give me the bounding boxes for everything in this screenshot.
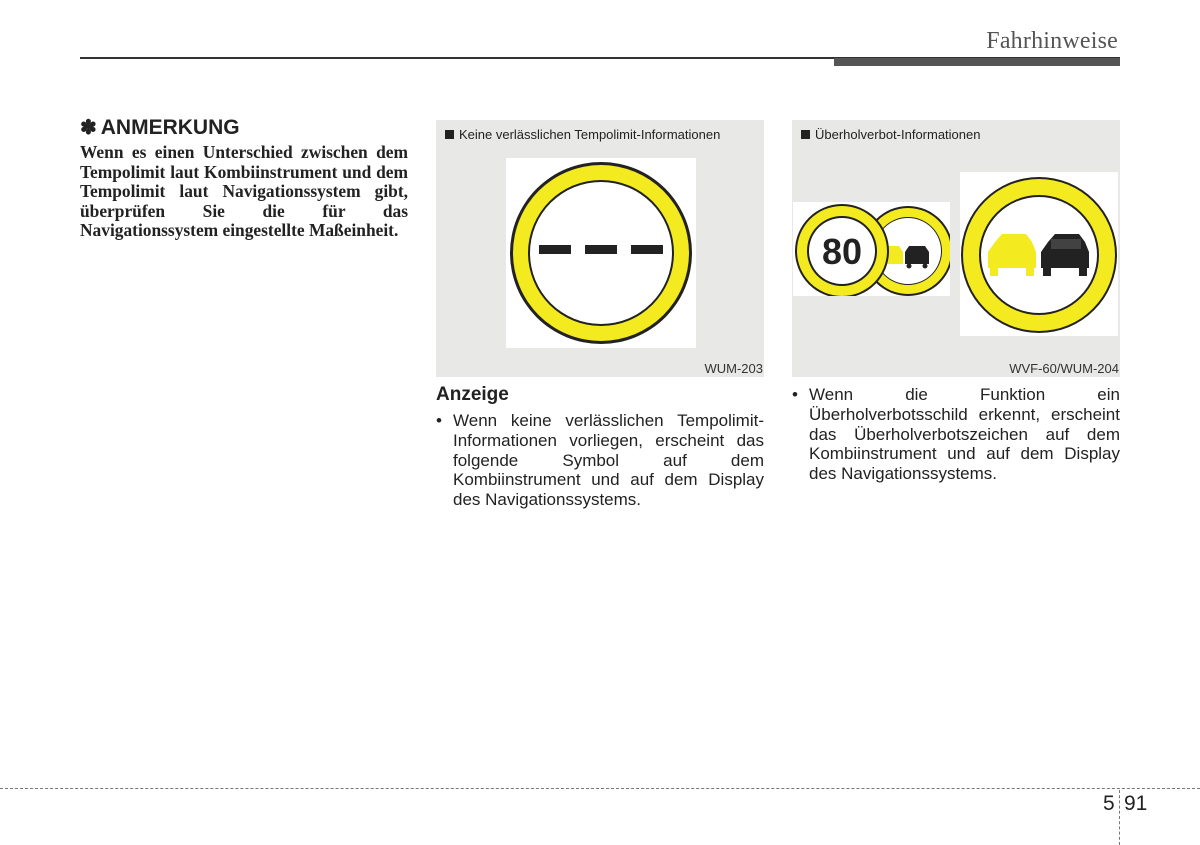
- figure-image-frame-small: [793, 202, 950, 296]
- figure-caption-text: Keine verlässlichen Tempolimit-Informationen: [459, 127, 721, 142]
- bullet-text: Wenn keine verlässlichen Tempolimit-Informationen vorliegen, erscheint das folgende Symbol auf dem Kombiinstrument und auf dem Display des Navigationssystems.: [453, 411, 764, 510]
- asterisk-icon: ✽: [80, 117, 97, 139]
- chapter-number: 5: [1103, 792, 1115, 815]
- bullet-dot: •: [436, 411, 442, 430]
- figure-code: WVF-60/WUM-204: [1009, 361, 1119, 376]
- header-accent-bar: [834, 58, 1120, 66]
- page-number: 91: [1124, 792, 1148, 815]
- footer-rule: [0, 788, 1200, 789]
- figure-code: WUM-203: [704, 361, 763, 376]
- bullet-dot: •: [792, 385, 798, 404]
- section-title: Anzeige: [436, 384, 509, 405]
- note-heading-text: ANMERKUNG: [100, 116, 240, 139]
- speed-limit-value: 80: [821, 231, 863, 272]
- caption-square-icon: [445, 130, 454, 139]
- footer-divider: [1119, 790, 1120, 845]
- figure-speed-limit-unavailable: [436, 120, 764, 377]
- caption-square-icon: [801, 130, 810, 139]
- figure-caption: [801, 127, 980, 142]
- bullet-item: [436, 411, 764, 510]
- speed-limit-and-overtaking-signs-icon: [793, 202, 950, 296]
- figure-no-overtaking: [792, 120, 1120, 377]
- note-heading: [80, 116, 408, 140]
- figure-caption-text: Überholverbot-Informationen: [815, 127, 981, 142]
- no-overtaking-sign-icon: [960, 172, 1118, 336]
- chapter-title: Fahrhinweise: [986, 28, 1118, 54]
- figure-caption: [445, 127, 720, 142]
- bullet-item: [792, 385, 1120, 484]
- figure-image-frame: [506, 158, 696, 348]
- bullet-text: Wenn die Funktion ein Überholverbotsschild erkennt, erscheint das Überholverbotszeichen auf dem Kombiinstrument und auf dem Display des Navigationssystems.: [809, 385, 1120, 484]
- note-body: Wenn es einen Unterschied zwischen dem Tempolimit laut Kombiinstrument und dem Tempolimit laut Navigationssystem gibt, überprüfen Sie die für das Navigationssystem eingestellte Maßeinheit.: [80, 142, 408, 241]
- speed-limit-unavailable-sign-icon: [506, 158, 696, 348]
- note-box: [80, 116, 408, 241]
- figure-image-frame-large: [960, 172, 1118, 336]
